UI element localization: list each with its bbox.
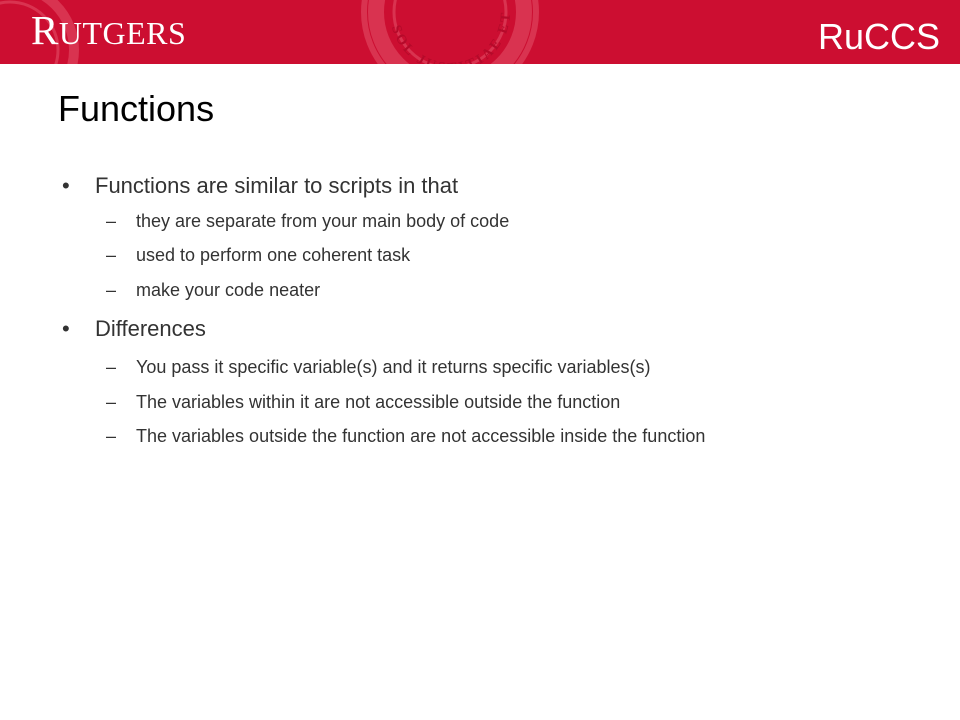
dash-glyph: – (106, 280, 117, 300)
dash-glyph: – (106, 392, 117, 412)
sub-bullet-text: The variables within it are not accessible outside the function (136, 392, 621, 412)
dash-glyph: – (106, 426, 117, 446)
bullet-text: Functions are similar to scripts in that (95, 173, 459, 198)
bullet-glyph: • (62, 316, 70, 341)
sub-bullet-item (106, 424, 705, 448)
sub-bullet-text: The variables outside the function are not accessible inside the function (136, 426, 706, 446)
center-name: RuCCS (817, 16, 940, 57)
logo-initial: R (31, 7, 59, 53)
sub-bullet-text: You pass it specific variable(s) and it returns specific variables(s) (136, 357, 651, 377)
bullet-item (62, 172, 458, 200)
bullet-item (62, 315, 206, 343)
dash-glyph: – (106, 357, 117, 377)
bullet-glyph: • (62, 173, 70, 198)
rutgers-logo (31, 7, 187, 53)
sub-bullet-item (106, 243, 410, 267)
sub-bullet-item (106, 390, 620, 414)
sub-bullet-item (106, 355, 651, 379)
sub-bullet-item (106, 278, 320, 302)
sub-bullet-text: make your code neater (136, 280, 321, 300)
seal-text: SOL JUSTITIAE ET (387, 9, 515, 77)
university-seal-icon (360, 0, 540, 77)
dash-glyph: – (106, 245, 117, 265)
bullet-text: Differences (95, 316, 206, 341)
sub-bullet-text: they are separate from your main body of code (136, 211, 510, 231)
dash-glyph: – (106, 211, 117, 231)
sub-bullet-item (106, 209, 509, 233)
header-bar (0, 0, 960, 77)
slide-title: Functions (58, 88, 215, 129)
logo-rest: UTGERS (58, 15, 187, 51)
sub-bullet-text: used to perform one coherent task (136, 245, 411, 265)
